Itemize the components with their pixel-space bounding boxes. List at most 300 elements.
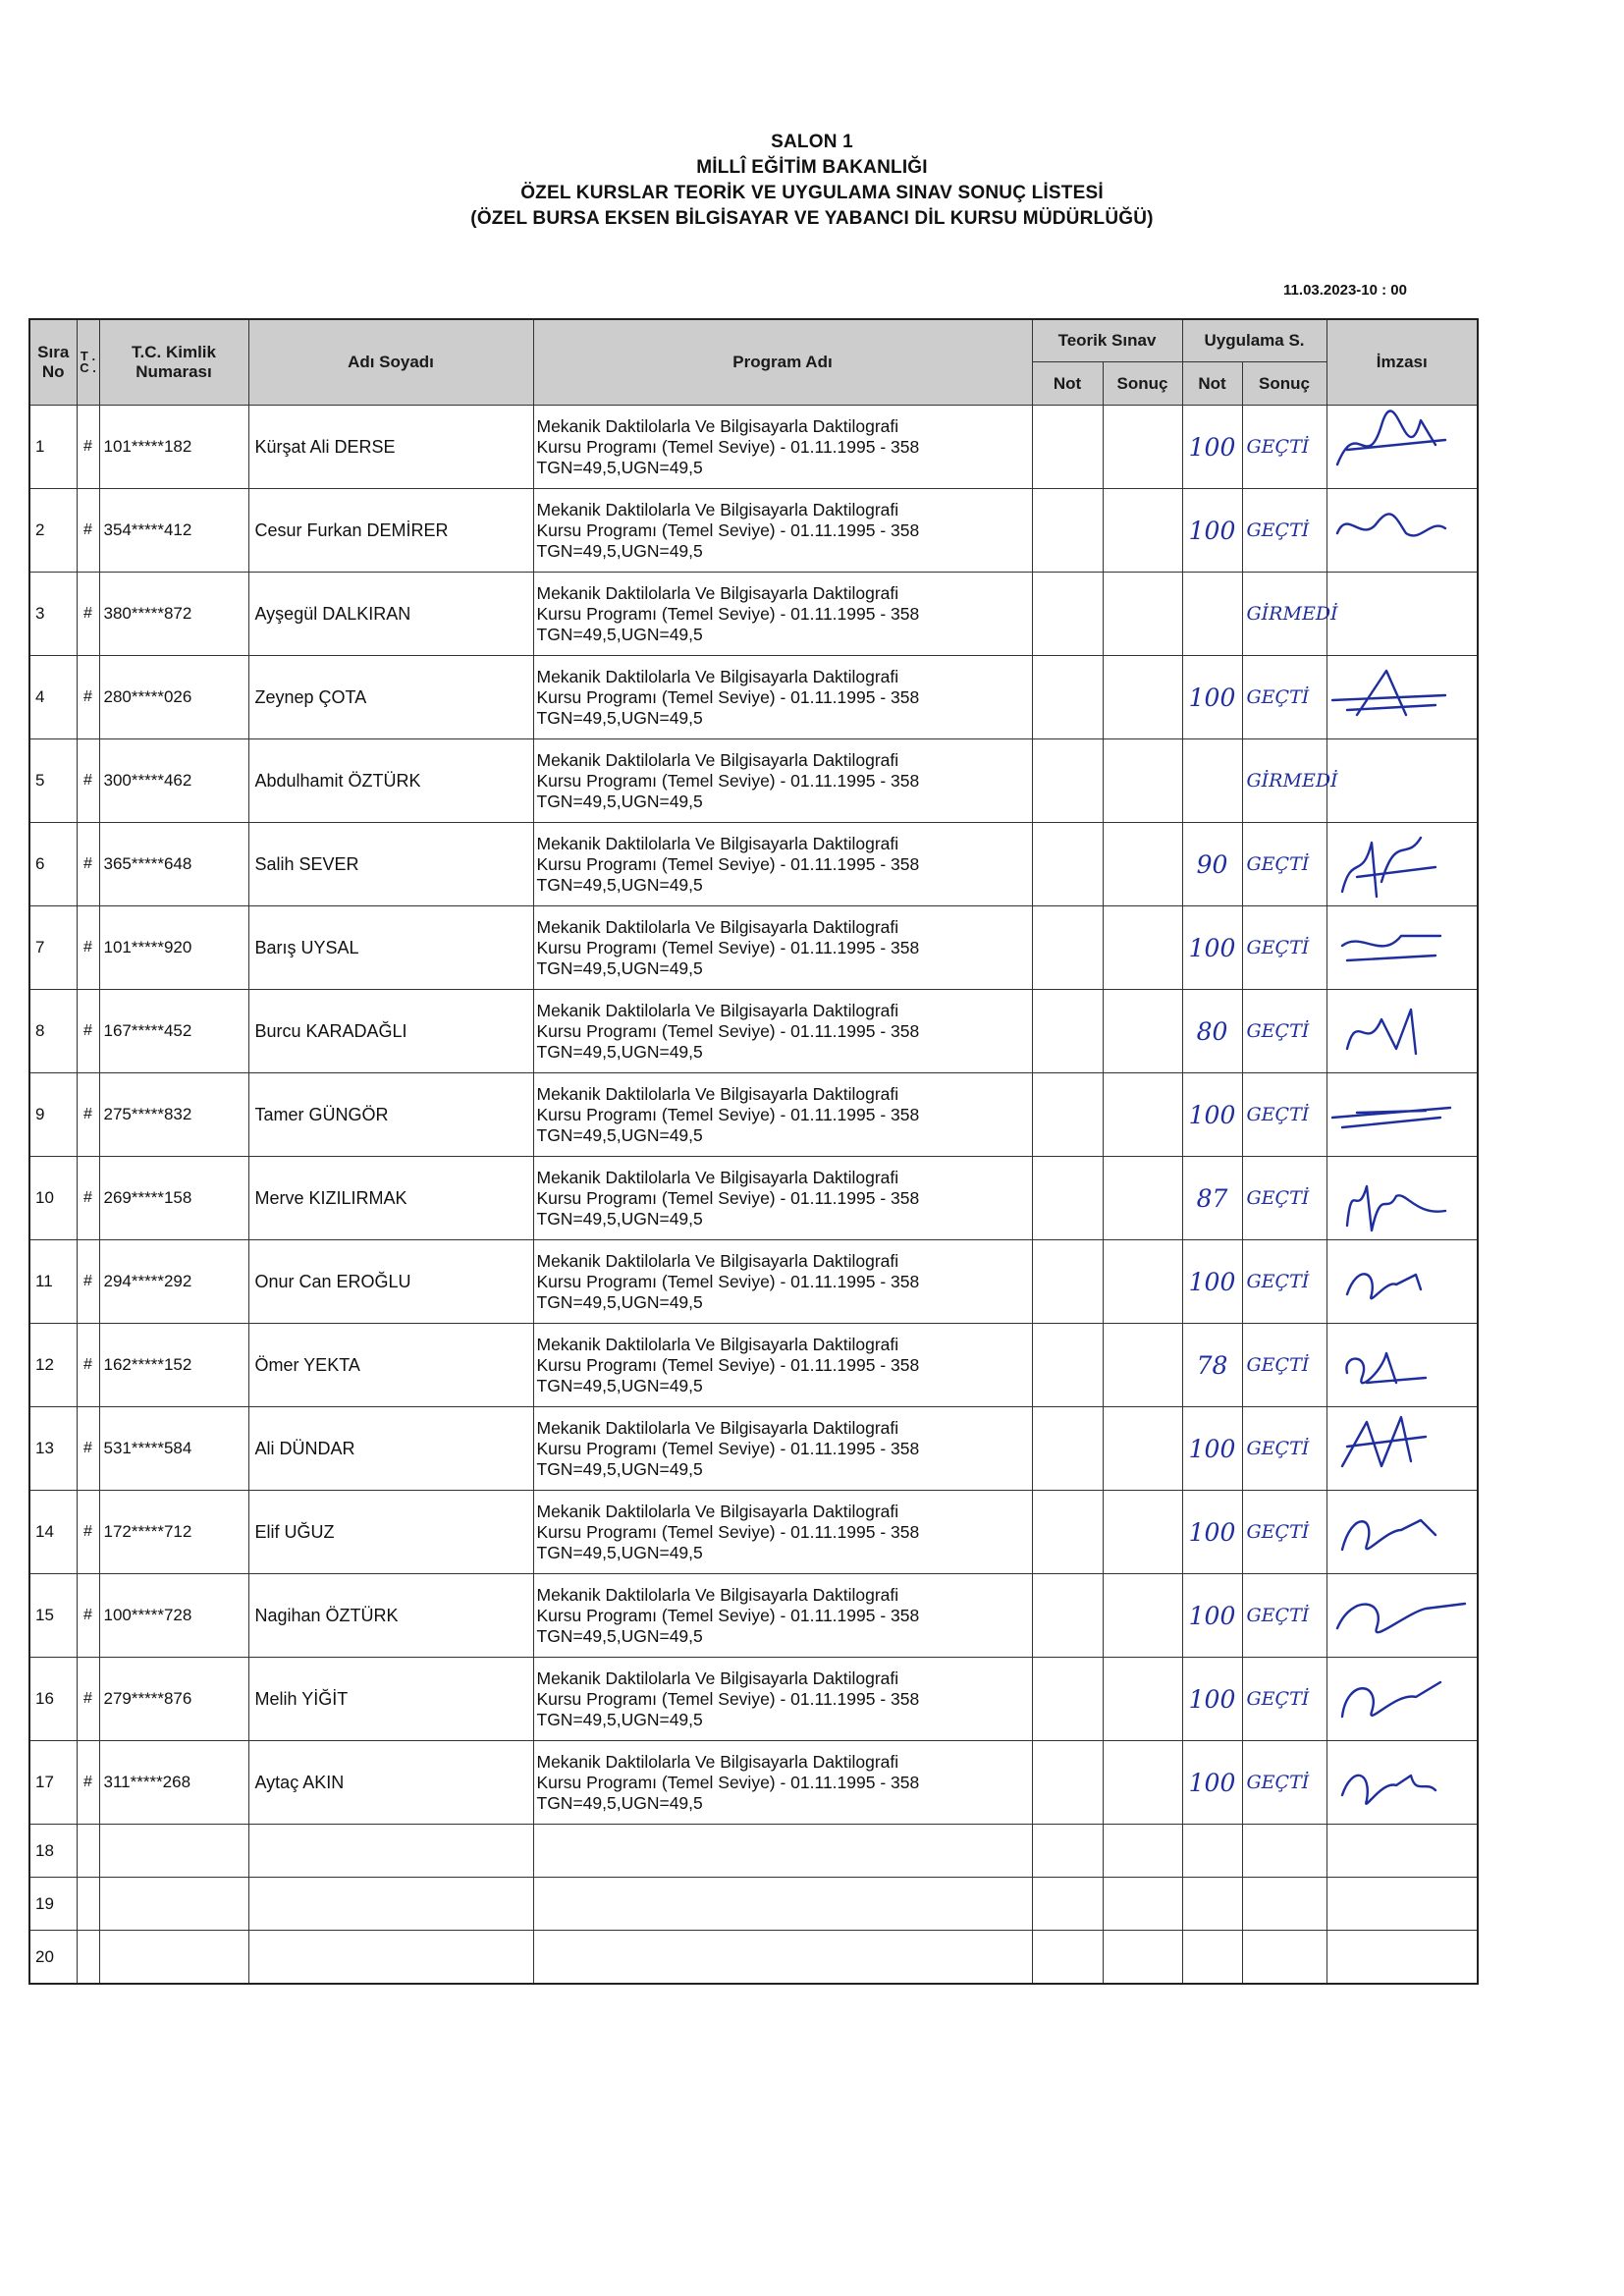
row-tc-kimlik: 280*****026 [99, 656, 248, 739]
row-adi-soyadi: Cesur Furkan DEMİRER [248, 489, 533, 573]
row-sira-no: 1 [29, 406, 77, 489]
row-sira-no: 13 [29, 1407, 77, 1491]
row-sira-no: 14 [29, 1491, 77, 1574]
row-uygulama-sonuc: GEÇTİ [1242, 1658, 1326, 1741]
signature-scribble [1327, 1491, 1465, 1573]
row-uygulama-not: 87 [1182, 1157, 1242, 1240]
program-line-1: Mekanik Daktilolarla Ve Bilgisayarla Daktilografi [536, 1751, 899, 1772]
program-line-3: TGN=49,5,UGN=49,5 [536, 1208, 703, 1229]
empty-cell [1103, 1825, 1182, 1878]
signature-scribble [1327, 1324, 1465, 1406]
row-teorik-not [1032, 573, 1103, 656]
row-tc-marker: # [77, 573, 99, 656]
row-sira-no: 7 [29, 906, 77, 990]
program-line-2: Kursu Programı (Temel Seviye) - 01.11.1995 - 358 [536, 1688, 920, 1709]
program-line-1: Mekanik Daktilolarla Ve Bilgisayarla Daktilografi [536, 1000, 899, 1020]
row-tc-marker: # [77, 990, 99, 1073]
salon-label: SALON 1 [771, 132, 853, 152]
table-row [29, 1658, 1478, 1741]
row-uygulama-sonuc: GEÇTİ [1242, 1741, 1326, 1825]
col-uygulama-sonuc: Sonuç [1242, 362, 1326, 406]
row-uygulama-sonuc: GEÇTİ [1242, 1491, 1326, 1574]
row-tc-kimlik: 101*****920 [99, 906, 248, 990]
empty-cell [533, 1878, 1032, 1931]
empty-cell [77, 1825, 99, 1878]
row-program-adi [533, 1240, 1032, 1324]
row-adi-soyadi: Abdulhamit ÖZTÜRK [248, 739, 533, 823]
row-teorik-sonuc [1103, 1157, 1182, 1240]
col-adi-soyadi: Adı Soyadı [248, 319, 533, 406]
program-line-2: Kursu Programı (Temel Seviye) - 01.11.1995 - 358 [536, 1271, 920, 1291]
row-program-adi [533, 489, 1032, 573]
row-tc-kimlik: 300*****462 [99, 739, 248, 823]
program-line-1: Mekanik Daktilolarla Ve Bilgisayarla Daktilografi [536, 1584, 899, 1605]
row-uygulama-not: 100 [1182, 656, 1242, 739]
table-row [29, 823, 1478, 906]
row-tc-marker: # [77, 1407, 99, 1491]
row-tc-marker: # [77, 739, 99, 823]
program-line-3: TGN=49,5,UGN=49,5 [536, 957, 703, 978]
row-tc-kimlik: 380*****872 [99, 573, 248, 656]
row-uygulama-sonuc: GİRMEDİ [1242, 573, 1326, 656]
row-signature [1326, 656, 1478, 739]
row-program-adi [533, 1491, 1032, 1574]
row-adi-soyadi: Ömer YEKTA [248, 1324, 533, 1407]
program-line-1: Mekanik Daktilolarla Ve Bilgisayarla Daktilografi [536, 916, 899, 937]
row-adi-soyadi: Nagihan ÖZTÜRK [248, 1574, 533, 1658]
program-line-1: Mekanik Daktilolarla Ve Bilgisayarla Daktilografi [536, 749, 899, 770]
signature-scribble [1327, 1741, 1465, 1824]
program-line-1: Mekanik Daktilolarla Ve Bilgisayarla Daktilografi [536, 1083, 899, 1104]
row-uygulama-not: 100 [1182, 1658, 1242, 1741]
row-adi-soyadi: Salih SEVER [248, 823, 533, 906]
empty-cell [1182, 1878, 1242, 1931]
col-uygulama: Uygulama S. [1182, 319, 1326, 362]
empty-cell [533, 1931, 1032, 1985]
row-sira-no: 6 [29, 823, 77, 906]
row-program-adi [533, 1658, 1032, 1741]
row-program-adi [533, 1324, 1032, 1407]
row-signature [1326, 1073, 1478, 1157]
empty-cell [248, 1878, 533, 1931]
program-line-3: TGN=49,5,UGN=49,5 [536, 1291, 703, 1312]
row-adi-soyadi: Burcu KARADAĞLI [248, 990, 533, 1073]
program-line-2: Kursu Programı (Temel Seviye) - 01.11.1995 - 358 [536, 436, 920, 457]
signature-scribble [1327, 1073, 1465, 1156]
row-sira-no: 15 [29, 1574, 77, 1658]
row-teorik-sonuc [1103, 656, 1182, 739]
row-adi-soyadi: Merve KIZILIRMAK [248, 1157, 533, 1240]
row-teorik-sonuc [1103, 573, 1182, 656]
row-teorik-not [1032, 1574, 1103, 1658]
row-tc-kimlik: 294*****292 [99, 1240, 248, 1324]
row-program-adi [533, 990, 1032, 1073]
row-tc-kimlik: 354*****412 [99, 489, 248, 573]
row-tc-marker: # [77, 1073, 99, 1157]
table-row [29, 1407, 1478, 1491]
row-uygulama-not: 80 [1182, 990, 1242, 1073]
row-teorik-not [1032, 739, 1103, 823]
row-signature [1326, 1491, 1478, 1574]
row-uygulama-not: 100 [1182, 489, 1242, 573]
row-uygulama-not [1182, 573, 1242, 656]
row-tc-kimlik: 365*****648 [99, 823, 248, 906]
table-row [29, 906, 1478, 990]
row-teorik-not [1032, 823, 1103, 906]
signature-scribble [1327, 1157, 1465, 1239]
program-line-3: TGN=49,5,UGN=49,5 [536, 457, 703, 477]
program-line-2: Kursu Programı (Temel Seviye) - 01.11.1995 - 358 [536, 1438, 920, 1458]
row-sira-no: 5 [29, 739, 77, 823]
col-teorik-sonuc: Sonuç [1103, 362, 1182, 406]
row-uygulama-not: 100 [1182, 1073, 1242, 1157]
row-adi-soyadi: Ali DÜNDAR [248, 1407, 533, 1491]
row-program-adi [533, 823, 1032, 906]
row-tc-marker: # [77, 906, 99, 990]
row-sira-no: 16 [29, 1658, 77, 1741]
row-uygulama-not: 78 [1182, 1324, 1242, 1407]
row-adi-soyadi: Onur Can EROĞLU [248, 1240, 533, 1324]
signature-scribble [1327, 990, 1465, 1072]
row-signature [1326, 739, 1478, 823]
row-uygulama-sonuc: GEÇTİ [1242, 906, 1326, 990]
row-teorik-not [1032, 489, 1103, 573]
program-line-1: Mekanik Daktilolarla Ve Bilgisayarla Daktilografi [536, 833, 899, 853]
table-row-empty [29, 1931, 1478, 1985]
row-uygulama-sonuc: GEÇTİ [1242, 823, 1326, 906]
table-row [29, 1324, 1478, 1407]
row-adi-soyadi: Tamer GÜNGÖR [248, 1073, 533, 1157]
row-uygulama-sonuc: GEÇTİ [1242, 656, 1326, 739]
empty-cell [1242, 1825, 1326, 1878]
row-adi-soyadi: Kürşat Ali DERSE [248, 406, 533, 489]
list-title: ÖZEL KURSLAR TEORİK VE UYGULAMA SINAV SONUÇ LİSTESİ [520, 183, 1104, 203]
table-row [29, 656, 1478, 739]
empty-cell [1326, 1878, 1478, 1931]
program-line-2: Kursu Programı (Temel Seviye) - 01.11.1995 - 358 [536, 1354, 920, 1375]
row-tc-kimlik: 269*****158 [99, 1157, 248, 1240]
table-row [29, 739, 1478, 823]
row-adi-soyadi: Barış UYSAL [248, 906, 533, 990]
row-teorik-not [1032, 1240, 1103, 1324]
row-sira-no: 18 [29, 1825, 77, 1878]
row-uygulama-sonuc: GEÇTİ [1242, 990, 1326, 1073]
row-uygulama-not: 100 [1182, 1491, 1242, 1574]
signature-scribble [1327, 1407, 1465, 1490]
signature-scribble [1327, 1658, 1465, 1740]
program-line-3: TGN=49,5,UGN=49,5 [536, 1792, 703, 1813]
program-line-2: Kursu Programı (Temel Seviye) - 01.11.1995 - 358 [536, 519, 920, 540]
institution-name: (ÖZEL BURSA EKSEN BİLGİSAYAR VE YABANCI DİL KURSU MÜDÜRLÜĞÜ) [470, 208, 1154, 229]
empty-cell [1032, 1931, 1103, 1985]
signature-scribble [1327, 489, 1465, 572]
program-line-1: Mekanik Daktilolarla Ve Bilgisayarla Daktilografi [536, 1417, 899, 1438]
row-teorik-sonuc [1103, 906, 1182, 990]
row-sira-no: 11 [29, 1240, 77, 1324]
empty-cell [248, 1825, 533, 1878]
row-tc-kimlik: 101*****182 [99, 406, 248, 489]
program-line-2: Kursu Programı (Temel Seviye) - 01.11.1995 - 358 [536, 1187, 920, 1208]
row-teorik-not [1032, 990, 1103, 1073]
row-adi-soyadi: Aytaç AKIN [248, 1741, 533, 1825]
col-program-adi: Program Adı [533, 319, 1032, 406]
row-tc-marker: # [77, 1658, 99, 1741]
empty-cell [1242, 1931, 1326, 1985]
program-line-1: Mekanik Daktilolarla Ve Bilgisayarla Daktilografi [536, 1667, 899, 1688]
row-tc-marker: # [77, 1574, 99, 1658]
row-tc-kimlik: 162*****152 [99, 1324, 248, 1407]
table-row-empty [29, 1878, 1478, 1931]
program-line-2: Kursu Programı (Temel Seviye) - 01.11.1995 - 358 [536, 770, 920, 791]
empty-cell [1326, 1825, 1478, 1878]
col-imzasi: İmzası [1326, 319, 1478, 406]
program-line-3: TGN=49,5,UGN=49,5 [536, 1542, 703, 1562]
row-uygulama-not: 100 [1182, 1240, 1242, 1324]
program-line-2: Kursu Programı (Temel Seviye) - 01.11.1995 - 358 [536, 1020, 920, 1041]
row-signature [1326, 1240, 1478, 1324]
row-tc-marker: # [77, 1157, 99, 1240]
table-row [29, 1491, 1478, 1574]
row-teorik-sonuc [1103, 1491, 1182, 1574]
row-adi-soyadi: Zeynep ÇOTA [248, 656, 533, 739]
row-tc-kimlik: 100*****728 [99, 1574, 248, 1658]
row-sira-no: 2 [29, 489, 77, 573]
row-tc-kimlik: 279*****876 [99, 1658, 248, 1741]
row-sira-no: 9 [29, 1073, 77, 1157]
row-teorik-sonuc [1103, 990, 1182, 1073]
row-teorik-not [1032, 1658, 1103, 1741]
row-tc-kimlik: 275*****832 [99, 1073, 248, 1157]
row-uygulama-not: 100 [1182, 406, 1242, 489]
empty-cell [77, 1878, 99, 1931]
program-line-1: Mekanik Daktilolarla Ve Bilgisayarla Daktilografi [536, 1334, 899, 1354]
row-signature [1326, 489, 1478, 573]
row-sira-no: 12 [29, 1324, 77, 1407]
exam-datetime: 11.03.2023-10 : 00 [1283, 282, 1407, 299]
program-line-3: TGN=49,5,UGN=49,5 [536, 874, 703, 895]
row-uygulama-sonuc: GEÇTİ [1242, 1574, 1326, 1658]
program-line-1: Mekanik Daktilolarla Ve Bilgisayarla Daktilografi [536, 666, 899, 686]
program-line-3: TGN=49,5,UGN=49,5 [536, 1458, 703, 1479]
row-program-adi [533, 406, 1032, 489]
program-line-1: Mekanik Daktilolarla Ve Bilgisayarla Daktilografi [536, 1167, 899, 1187]
col-uygulama-not: Not [1182, 362, 1242, 406]
row-program-adi [533, 1407, 1032, 1491]
row-tc-marker: # [77, 656, 99, 739]
signature-scribble [1327, 656, 1465, 738]
row-tc-marker: # [77, 1324, 99, 1407]
program-line-3: TGN=49,5,UGN=49,5 [536, 1124, 703, 1145]
row-sira-no: 20 [29, 1931, 77, 1985]
program-line-2: Kursu Programı (Temel Seviye) - 01.11.1995 - 358 [536, 853, 920, 874]
row-teorik-sonuc [1103, 406, 1182, 489]
table-body [29, 406, 1478, 1985]
program-line-2: Kursu Programı (Temel Seviye) - 01.11.1995 - 358 [536, 1104, 920, 1124]
program-line-3: TGN=49,5,UGN=49,5 [536, 1375, 703, 1395]
row-program-adi [533, 656, 1032, 739]
row-uygulama-sonuc: GEÇTİ [1242, 406, 1326, 489]
row-teorik-sonuc [1103, 1574, 1182, 1658]
empty-cell [1103, 1878, 1182, 1931]
empty-cell [248, 1931, 533, 1985]
row-tc-marker: # [77, 1240, 99, 1324]
row-teorik-sonuc [1103, 489, 1182, 573]
signature-scribble [1327, 823, 1465, 905]
row-tc-marker: # [77, 489, 99, 573]
table-row [29, 1073, 1478, 1157]
row-teorik-not [1032, 1324, 1103, 1407]
row-tc-marker: # [77, 1741, 99, 1825]
row-teorik-sonuc [1103, 823, 1182, 906]
row-teorik-sonuc [1103, 1324, 1182, 1407]
col-tc-kimlik: T.C. Kimlik Numarası [99, 319, 248, 406]
program-line-1: Mekanik Daktilolarla Ve Bilgisayarla Daktilografi [536, 415, 899, 436]
program-line-2: Kursu Programı (Temel Seviye) - 01.11.1995 - 358 [536, 603, 920, 624]
row-signature [1326, 1407, 1478, 1491]
row-signature [1326, 1574, 1478, 1658]
empty-cell [1032, 1825, 1103, 1878]
empty-cell [1242, 1878, 1326, 1931]
row-uygulama-not: 100 [1182, 1574, 1242, 1658]
row-sira-no: 19 [29, 1878, 77, 1931]
program-line-1: Mekanik Daktilolarla Ve Bilgisayarla Daktilografi [536, 582, 899, 603]
row-signature [1326, 823, 1478, 906]
row-teorik-not [1032, 1407, 1103, 1491]
row-teorik-not [1032, 406, 1103, 489]
row-uygulama-sonuc: GEÇTİ [1242, 1157, 1326, 1240]
row-uygulama-sonuc: GİRMEDİ [1242, 739, 1326, 823]
row-signature [1326, 573, 1478, 656]
row-program-adi [533, 739, 1032, 823]
program-line-3: TGN=49,5,UGN=49,5 [536, 540, 703, 561]
row-adi-soyadi: Ayşegül DALKIRAN [248, 573, 533, 656]
row-program-adi [533, 1157, 1032, 1240]
row-program-adi [533, 1574, 1032, 1658]
document-header [0, 130, 1624, 232]
program-line-2: Kursu Programı (Temel Seviye) - 01.11.1995 - 358 [536, 937, 920, 957]
program-line-3: TGN=49,5,UGN=49,5 [536, 1709, 703, 1729]
program-line-2: Kursu Programı (Temel Seviye) - 01.11.1995 - 358 [536, 1521, 920, 1542]
row-teorik-sonuc [1103, 1658, 1182, 1741]
row-teorik-not [1032, 1741, 1103, 1825]
row-signature [1326, 990, 1478, 1073]
col-tc: T . C . [77, 319, 99, 406]
empty-cell [77, 1931, 99, 1985]
row-adi-soyadi: Elif UĞUZ [248, 1491, 533, 1574]
program-line-3: TGN=49,5,UGN=49,5 [536, 1041, 703, 1062]
row-teorik-sonuc [1103, 1073, 1182, 1157]
col-teorik-sinav: Teorik Sınav [1032, 319, 1182, 362]
row-program-adi [533, 906, 1032, 990]
empty-cell [1182, 1825, 1242, 1878]
row-sira-no: 3 [29, 573, 77, 656]
row-program-adi [533, 1073, 1032, 1157]
table-row [29, 406, 1478, 489]
table-row [29, 1240, 1478, 1324]
row-uygulama-sonuc: GEÇTİ [1242, 1324, 1326, 1407]
row-sira-no: 4 [29, 656, 77, 739]
row-sira-no: 17 [29, 1741, 77, 1825]
signature-scribble [1327, 406, 1465, 488]
row-uygulama-not [1182, 739, 1242, 823]
table-row [29, 990, 1478, 1073]
row-uygulama-sonuc: GEÇTİ [1242, 1407, 1326, 1491]
signature-scribble [1327, 906, 1465, 989]
row-signature [1326, 406, 1478, 489]
program-line-2: Kursu Programı (Temel Seviye) - 01.11.1995 - 358 [536, 1772, 920, 1792]
row-teorik-not [1032, 1491, 1103, 1574]
empty-cell [1326, 1931, 1478, 1985]
table-row [29, 573, 1478, 656]
row-signature [1326, 1658, 1478, 1741]
empty-cell [1103, 1931, 1182, 1985]
empty-cell [99, 1878, 248, 1931]
row-adi-soyadi: Melih YİĞİT [248, 1658, 533, 1741]
program-line-3: TGN=49,5,UGN=49,5 [536, 1625, 703, 1646]
empty-cell [1182, 1931, 1242, 1985]
table-row [29, 1157, 1478, 1240]
program-line-1: Mekanik Daktilolarla Ve Bilgisayarla Daktilografi [536, 1501, 899, 1521]
row-signature [1326, 1157, 1478, 1240]
row-teorik-not [1032, 906, 1103, 990]
row-tc-kimlik: 311*****268 [99, 1741, 248, 1825]
program-line-3: TGN=49,5,UGN=49,5 [536, 707, 703, 728]
row-uygulama-sonuc: GEÇTİ [1242, 489, 1326, 573]
signature-scribble [1327, 1574, 1465, 1657]
row-tc-marker: # [77, 406, 99, 489]
row-signature [1326, 906, 1478, 990]
row-teorik-sonuc [1103, 1407, 1182, 1491]
row-signature [1326, 1324, 1478, 1407]
program-line-3: TGN=49,5,UGN=49,5 [536, 624, 703, 644]
program-line-1: Mekanik Daktilolarla Ve Bilgisayarla Daktilografi [536, 1250, 899, 1271]
program-line-2: Kursu Programı (Temel Seviye) - 01.11.1995 - 358 [536, 686, 920, 707]
row-sira-no: 8 [29, 990, 77, 1073]
row-uygulama-not: 100 [1182, 1741, 1242, 1825]
row-teorik-sonuc [1103, 1741, 1182, 1825]
program-line-2: Kursu Programı (Temel Seviye) - 01.11.1995 - 358 [536, 1605, 920, 1625]
row-sira-no: 10 [29, 1157, 77, 1240]
row-tc-marker: # [77, 1491, 99, 1574]
row-tc-marker: # [77, 823, 99, 906]
row-uygulama-not: 100 [1182, 906, 1242, 990]
table-row [29, 1574, 1478, 1658]
table-row-empty [29, 1825, 1478, 1878]
row-tc-kimlik: 172*****712 [99, 1491, 248, 1574]
results-table [28, 318, 1479, 1985]
col-teorik-not: Not [1032, 362, 1103, 406]
row-program-adi [533, 573, 1032, 656]
empty-cell [99, 1931, 248, 1985]
row-teorik-not [1032, 1157, 1103, 1240]
empty-cell [533, 1825, 1032, 1878]
signature-scribble [1327, 1240, 1465, 1323]
row-teorik-sonuc [1103, 1240, 1182, 1324]
empty-cell [1032, 1878, 1103, 1931]
row-uygulama-not: 90 [1182, 823, 1242, 906]
row-tc-kimlik: 531*****584 [99, 1407, 248, 1491]
row-program-adi [533, 1741, 1032, 1825]
row-uygulama-sonuc: GEÇTİ [1242, 1073, 1326, 1157]
program-line-3: TGN=49,5,UGN=49,5 [536, 791, 703, 811]
row-teorik-not [1032, 656, 1103, 739]
table-row [29, 489, 1478, 573]
row-uygulama-not: 100 [1182, 1407, 1242, 1491]
col-sira-no: Sıra No [29, 319, 77, 406]
ministry-name: MİLLÎ EĞİTİM BAKANLIĞI [696, 157, 928, 178]
row-signature [1326, 1741, 1478, 1825]
row-uygulama-sonuc: GEÇTİ [1242, 1240, 1326, 1324]
